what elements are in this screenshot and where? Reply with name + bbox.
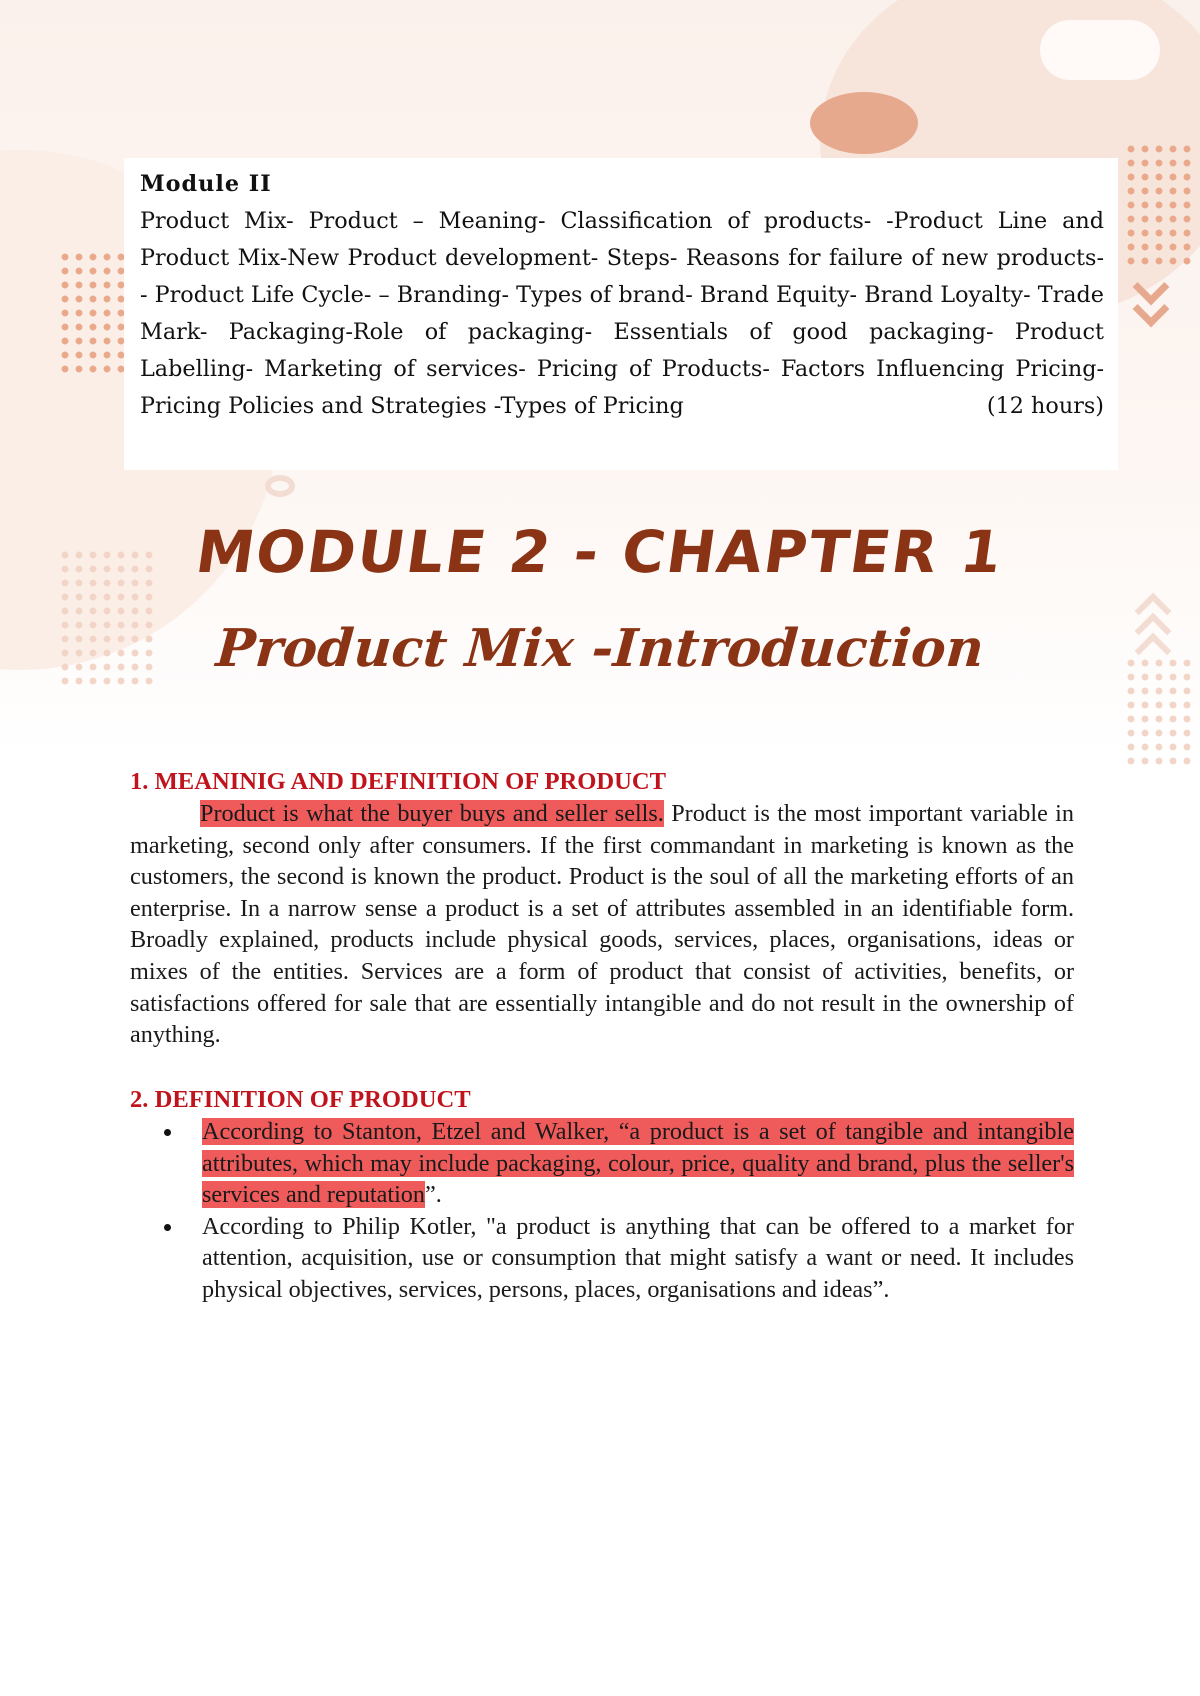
- syllabus-hours: (12 hours): [986, 393, 1104, 419]
- list-item: [130, 1116, 1074, 1211]
- list-item-text: According to Philip Kotler, "a product is anything that can be offered to a market for attention, acquisition, use or consumption that might satisfy a want or need. It includes physical objectives, services, persons, places, organisations and ideas”.: [202, 1212, 1074, 1303]
- highlighted-text: According to Stanton, Etzel and Walker, “a product is a set of tangible and intangible attributes, which may include packaging, colour, price, quality and brand, plus the seller's services and reputation: [202, 1118, 1074, 1209]
- bullet-icon: [164, 1224, 171, 1231]
- section-heading: 2. DEFINITION OF PRODUCT: [130, 1086, 471, 1113]
- highlighted-text: Product is what the buyer buys and seller sells.: [200, 800, 664, 827]
- dot-grid-decor: [1124, 142, 1194, 268]
- decor-pill: [810, 92, 918, 154]
- section-paragraph: [130, 798, 1074, 1051]
- syllabus-heading: Module II: [140, 171, 272, 197]
- dot-grid-decor: [58, 250, 128, 376]
- decor-blob-light: [1040, 20, 1160, 80]
- syllabus-body: [140, 203, 1104, 425]
- chapter-subtitle: Product Mix -Introduction: [214, 618, 986, 679]
- chapter-title: MODULE 2 - CHAPTER 1: [191, 518, 1009, 586]
- syllabus-text: Product Mix- Product – Meaning- Classification of products- -Product Line and Product Mix-New Product development- Steps- Reasons for failure of new products- - Product Life Cycle- – Branding- Types of brand- Brand Equity- Brand Loyalty- Trade Mark- Packaging-Role of packaging- Essentials of good packaging- Product Labelling- Marketing of services- Pricing of Products- Factors Influencing Pricing- Pricing Policies and Strategies -Types of Pricing: [140, 208, 1104, 419]
- decor-ring: [265, 475, 295, 497]
- section-heading: 1. MEANINIG AND DEFINITION OF PRODUCT: [130, 768, 667, 795]
- syllabus-box: [124, 158, 1118, 470]
- list-item-text: ”.: [424, 1181, 442, 1209]
- list-item: [130, 1211, 1074, 1306]
- bullet-icon: [164, 1129, 171, 1136]
- paragraph-text: Product is the most important variable in marketing, second only after consumers. If the first commandant in marketing is known as the customers, the second is known the product. Product is the soul of all the marketing efforts of an enterprise. In a narrow sense a product is a set of attributes assembled in an identifiable form. Broadly explained, products include physical goods, services, places, organisations, ideas or mixes of the entities. Services are a form of product that consist of activities, benefits, or satisfactions offered for sale that are essentially intangible and do not result in the ownership of anything.: [130, 800, 1074, 1049]
- definition-list: [130, 1116, 1074, 1306]
